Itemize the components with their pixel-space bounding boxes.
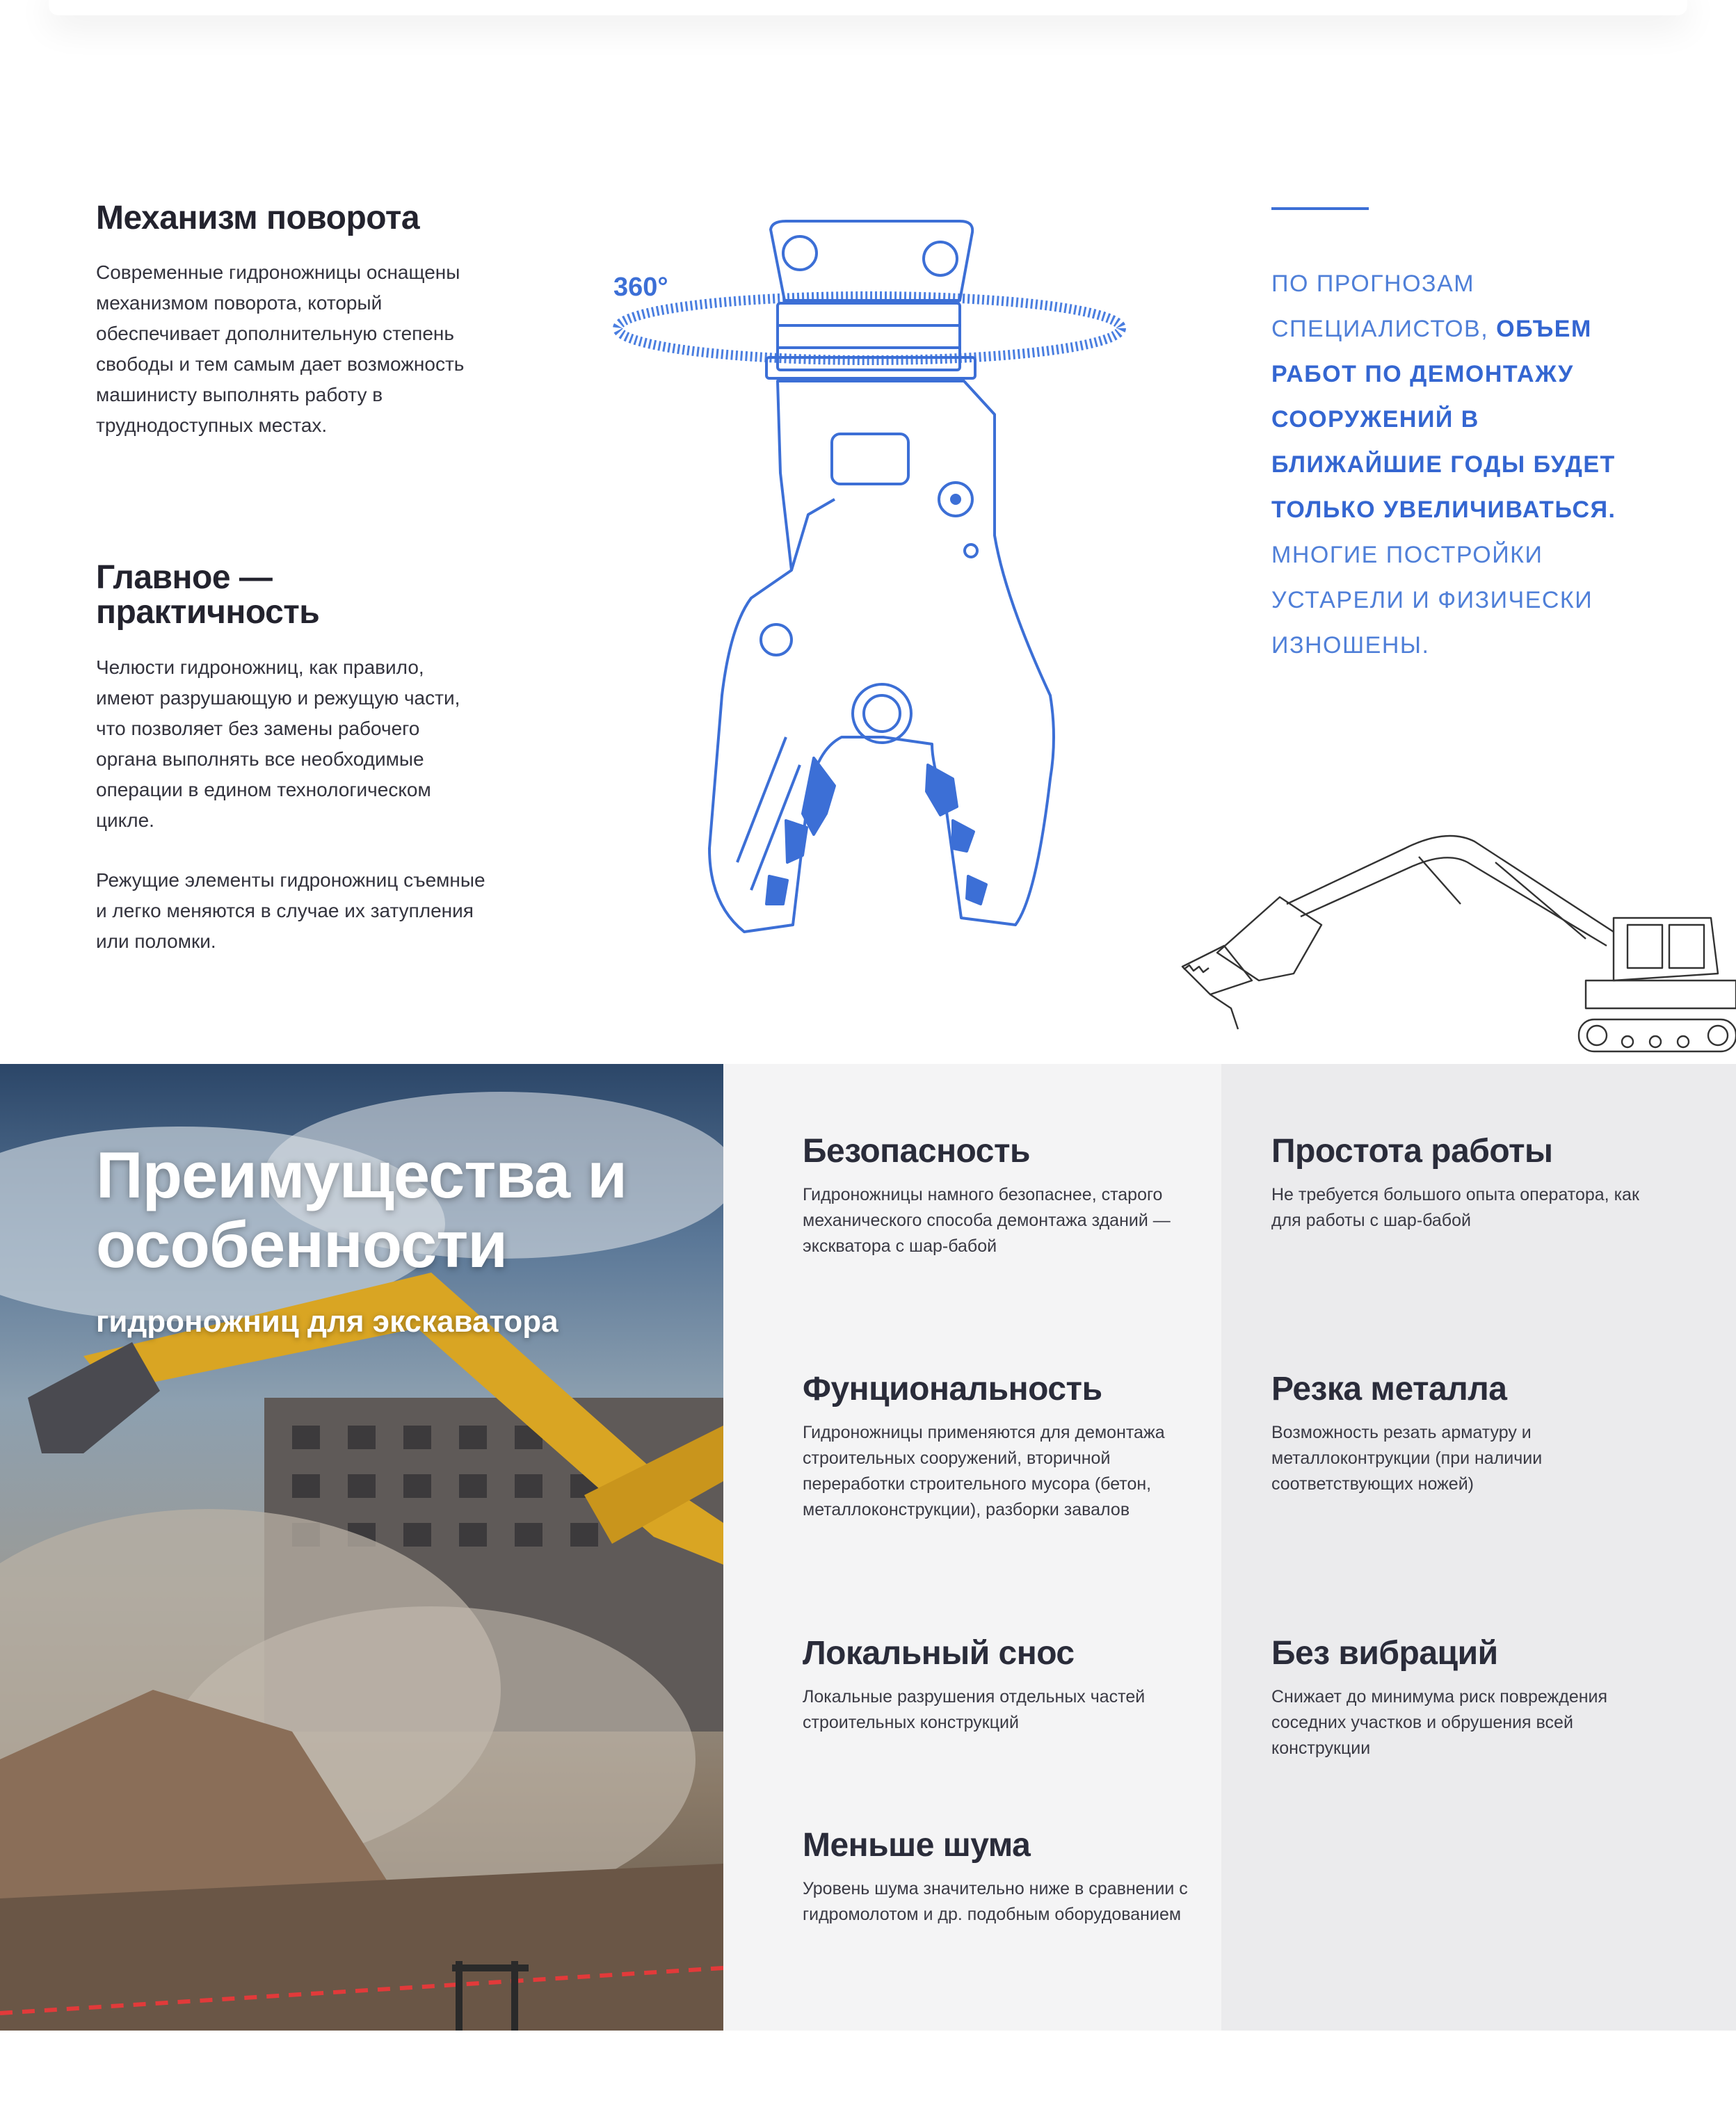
feature-title: Меньше шума [803,1827,1031,1864]
feature-text: Локальные разрушения отдельных частей строительных конструкций [803,1687,1146,1732]
forecast-highlight: ОБЪЕМ РАБОТ ПО ДЕМОНТАЖУ СООРУЖЕНИЙ В БЛИЖАЙШИЕ ГОДЫ БУДЕТ ТОЛЬКО УВЕЛИЧИВАТЬСЯ. [1271,316,1616,523]
feature-text: Гидроножницы намного безопаснее, старого механического способа демонтажа зданий — экскватора с шар-бабой [803,1185,1171,1256]
practical-text-1: Челюсти гидроножниц, как правило, имеют разрушающую и режущую части, что позволяет без замены рабочего органа выполнять все необходимые операции в едином технологическом цикле. [96,656,460,831]
feature-local-demolition [803,1634,1192,1736]
rotation-title: Механизм поворота [96,200,420,236]
feature-title: Фунциональность [803,1371,1102,1407]
practical-title: Главное — практичность [96,559,320,631]
excavator-sketch-icon [1168,821,1736,1064]
feature-text: Гидроножницы применяются для демонтажа строительных сооружений, вторичной переработки строительного мусора (бетон, металлоконструкции), разборки завалов [803,1423,1165,1519]
hydraulic-shear-icon [605,209,1141,960]
forecast-part-2: МНОГИЕ ПОСТРОЙКИ УСТАРЕЛИ И ФИЗИЧЕСКИ ИЗНОШЕНЫ. [1271,542,1593,659]
practical-text-2: Режущие элементы гидроножниц съемные и легко меняются в случае их затупления или поломки. [96,869,485,952]
feature-less-noise [803,1826,1192,1928]
feature-functionality [803,1370,1192,1523]
feature-metal-cutting [1271,1370,1661,1497]
header-card [49,0,1687,15]
feature-simplicity [1271,1132,1661,1234]
feature-text: Не требуется большого опыта оператора, как для работы с шар-бабой [1271,1185,1639,1230]
feature-no-vibration [1271,1634,1661,1761]
feature-title: Безопасность [803,1133,1030,1170]
forecast-part-1: ПО ПРОГНОЗАМ СПЕЦИАЛИСТОВ, [1271,271,1497,342]
forecast-quote [1271,261,1633,668]
rotation-text: Современные гидроножницы оснащены механизмом поворота, который обеспечивает дополнительную степень свободы и тем самым дает возможность машинисту выполнять работу в труднодоступных местах. [96,261,465,436]
rotation-degree-label: 360° [613,273,668,302]
feature-title: Локальный снос [803,1635,1075,1672]
feature-text: Уровень шума значительно ниже в сравнении с гидромолотом и др. подобным оборудованием [803,1879,1188,1924]
advantages-title: Преимущества и особенности [96,1138,627,1281]
advantages-subtitle: гидроножниц для экскаватора [96,1305,558,1339]
feature-text: Возможность резать арматуру и металлоконтрукции (при наличии соответствующих ножей) [1271,1423,1543,1494]
feature-text: Снижает до минимума риск повреждения соседних участков и обрушения всей конструкции [1271,1687,1608,1758]
quote-accent-line [1271,207,1369,210]
feature-title: Простота работы [1271,1133,1553,1170]
feature-title: Без вибраций [1271,1635,1498,1672]
feature-title: Резка металла [1271,1371,1507,1407]
feature-safety [803,1132,1192,1259]
